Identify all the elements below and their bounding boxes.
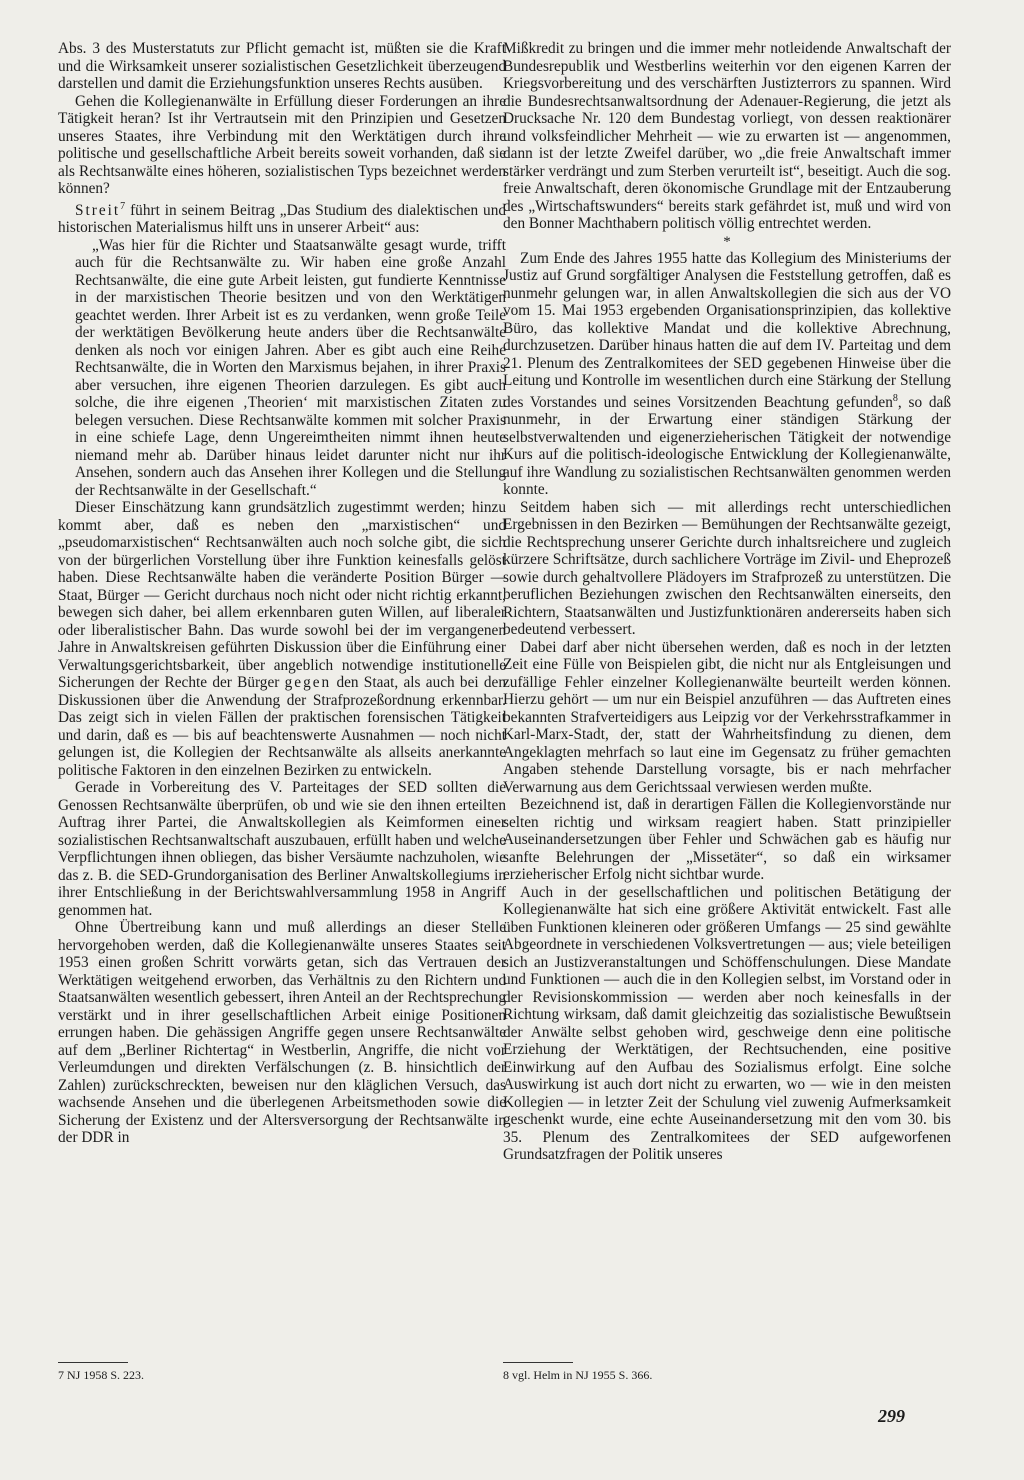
footnote-ref: 8	[892, 392, 898, 404]
paragraph: Bezeichnend ist, daß in derartigen Fällen die Kollegienvorstände nur selten richtig und wirksam reagiert haben. Statt prinzipieller Auseinandersetzungen über Fehler und Schwächen gab es häufig nur sanfte Belehrungen der „Missetäter“, so daß ein wirksamer erzieherischer Erfolg nicht sichtbar wurde.	[503, 796, 951, 884]
paragraph: Ohne Übertreibung kann und muß allerdings an dieser Stelle hervorgehoben werden, daß die Kollegienanwälte unseres Staates seit 1953 einen großen Schritt vorwärts getan, sich das Vertrauen der Werktätigen weitgehend erworben, das Verhältnis zu den Richtern und Staatsanwälten wesentlich gebessert, ihren Anteil an der Rechtsprechung verstärkt und in ihrer gesellschaftlichen Arbeit einige Positionen errungen haben. Die gehässigen Angriffe gegen unsere Rechtsanwälte auf dem „Berliner Richtertag“ in Westberlin, Angriffe, die nicht vor Verleumdungen und direkten Verfälschungen (z. B. hinsichtlich der Zahlen) zurückschreckten, beweisen nur den kläglichen Versuch, das wachsende Ansehen und die überlegenen Arbeitsmethoden sowie die Sicherung der Existenz und der Altersversorgung der Rechtsanwälte in der DDR in	[58, 919, 506, 1147]
author-name: Streit	[75, 201, 121, 219]
paragraph-text: , so daß nunmehr, in der Erwartung einer ständigen Stärkung der selbstverwaltenden und eigenerzieherischen Tätigkeit der notwendige Kurs auf die politisch-ideologische Entwicklung der Kollegienanwälte, auf ihre Wandlung zu sozialistischen Rechtsanwälten genommen werden konnte.	[503, 393, 951, 499]
paragraph: Dabei darf aber nicht übersehen werden, daß es noch in der letzten Zeit eine Fülle von Beispielen gibt, die nicht nur als Entgleisungen und zufällige Fehler einzelner Kollegienanwälte beurteilt werden können. Hierzu gehört — um nur ein Beispiel anzuführen — das Auftreten eines bekannten Strafverteidigers aus Leipzig vor der Verkehrsstrafkammer in Karl-Marx-Stadt, der, statt der Wahrheitsfindung zu dienen, dem Angeklagten mehrfach so laut eine im Gegensatz zu früher gemachten Angaben stehende Darstellung vorsagte, bis er nach mehrfacher Verwarnung aus dem Gerichtssaal verwiesen werden mußte.	[503, 638, 951, 796]
footnote: 7 NJ 1958 S. 223.	[58, 1368, 145, 1382]
block-quote: „Was hier für die Richter und Staatsanwälte gesagt wurde, trifft auch für die Rechtsanwälte zu. Wir haben eine große Anzahl Rechtsanwälte, die eine gute Arbeit leisten, gut fundierte Kenntnisse in der marxistischen Theorie besitzen und von den Werktätigen geachtet werden. Ihrer Arbeit ist es zu verdanken, wenn große Teile der werktätigen Bevölkerung heute anders über die Rechtsanwälte denken als noch vor einigen Jahren. Aber es gibt auch eine Reihe Rechtsanwälte, die in Worten den Marxismus bejahen, in ihrer Praxis aber versuchen, ihre eigenen Theorien darzulegen. Es gibt auch solche, die ihre eigenen ‚Theorien‘ mit marxistischen Zitaten zu belegen versuchen. Diese Rechtsanwälte kommen mit solcher Praxis in eine schiefe Lage, denn Ungereimtheiten nimmt ihnen heute niemand mehr ab. Darüber hinaus leidet darunter nicht nur ihr Ansehen, sondern auch das Ansehen ihrer Kollegen und die Stellung der Rechtsanwälte in der Gesellschaft.“	[75, 236, 506, 499]
paragraph: Auch in der gesellschaftlichen und politischen Betätigung der Kollegienanwälte hat sich eine größere Aktivität entwickelt. Fast alle üben Funktionen kleineren oder größeren Umfangs — 25 sind gewählte Abgeordnete in verschiedenen Volksvertretungen — aus; viele beteiligen sich an Justizveranstaltungen und Schöffenschulungen. Diese Mandate und Funktionen — auch die in den Kollegien selbst, im Vorstand oder in der Revisionskommission — werden aber noch keinesfalls in der Richtung wirksam, daß damit gleichzeitig das sozialistische Bewußtsein der Anwälte selbst gehoben wird, geschweige denn eine politische Erziehung der Werktätigen, der Rechtsuchenden, eine positive Einwirkung auf den Aufbau des Sozialismus erfolgt. Eine solche Auswirkung ist auch dort nicht zu erwarten, wo — wie in den meisten Kollegien — in letzter Zeit der Schulung viel zuwenig Aufmerksamkeit geschenkt wurde, eine echte Auseinandersetzung mit den vom 30. bis 35. Plenum des Zentralkomitees der SED aufgeworfenen Grundsatzfragen der Politik unseres	[503, 883, 951, 1164]
paragraph: Mißkredit zu bringen und die immer mehr notleidende Anwaltschaft der Bundesrepublik und Westberlins weiterhin vor den eigenen Karren der Kriegsvorbereitung und des verschärften Justizterrors zu spannen. Wird die Bundesrechtsanwaltsordnung der Adenauer-Regierung, die jetzt als Drucksache Nr. 120 dem Bundestag vorliegt, von dessen reaktionärer und volksfeindlicher Mehrheit — wie zu erwarten ist — angenommen, dann ist der letzte Zweifel darüber, wo „die freie Anwaltschaft immer stärker verdrängt und zum Sterben verurteilt ist“, beseitigt. Auch die sog. freie Anwaltschaft, deren ökonomische Grundlage mit der Entzauberung des „Wirtschaftswunders“ bereits stark gefährdet ist, muß und wird von den Bonner Machthabern politisch völlig entrechtet werden.	[503, 40, 951, 232]
right-column	[503, 40, 951, 1164]
paragraph	[58, 499, 506, 779]
page-number: 299	[878, 1406, 905, 1426]
paragraph-text: führt in seinem Beitrag „Das Studium des dialektischen und historischen Materialismus hilft uns in unserer Arbeit“ aus:	[58, 201, 506, 237]
paragraph: Gehen die Kollegienanwälte in Erfüllung dieser Forderungen an ihre Tätigkeit heran? Ist ihr Vertrautsein mit den Prinzipien und Gesetzen unseres Staates, ihre Verbindung mit den Werktätigen durch ihre politische und gesellschaftliche Arbeit bereits soweit vorhanden, daß sie als Rechtsanwälte eines höheren, sozialistischen Typs bezeichnet werden können?	[58, 92, 506, 197]
footnote-rule	[58, 1362, 128, 1363]
paragraph: Gerade in Vorbereitung des V. Parteitages der SED sollten die Genossen Rechtsanwälte überprüfen, ob und wie sie den ihnen erteilten Auftrag ihrer Partei, die Anwaltskollegien als Keimformen einer sozialistischen Rechtsanwaltschaft auszubauen, erfüllt haben und welche Verpflichtungen ihnen obliegen, das bisher Versäumte nachzuholen, wie das z. B. die SED-Grundorganisation des Berliner Anwaltskollegiums in ihrer Entschließung in der Berichtswahlversammlung 1958 in Angriff genommen hat.	[58, 779, 506, 919]
paragraph: Seitdem haben sich — mit allerdings recht unterschiedlichen Ergebnissen in den Bezirken — Bemühungen der Rechtsanwälte gezeigt, die Rechtsprechung unserer Gerichte durch inhaltsreichere und zugleich kürzere Schriftsätze, durch sachlichere Vorträge im Zivil- und Eheprozeß sowie durch gehaltvollere Plädoyers im Strafprozeß zu unterstützen. Die beruflichen Beziehungen zwischen den Rechtsanwälten einerseits, den Richtern, Staatsanwälten und Justizfunktionären andererseits haben sich bedeutend verbessert.	[503, 498, 951, 639]
footnote-rule	[503, 1362, 573, 1363]
left-column	[58, 40, 506, 1147]
paragraph-text: Zum Ende des Jahres 1955 hatte das Kollegium des Ministeriums der Justiz auf Grund sorgfältiger Analysen die Feststellung getroffen, daß es nunmehr gelungen war, in allen Anwaltskollegien die sich aus der VO vom 15. Mai 1953 ergebenden Organisationsprinzipien, das kollektive Büro, das kollektive Mandat und die kollektive Abrechnung, durchzusetzen. Darüber hinaus hatten die auf dem IV. Parteitag und dem 21. Plenum des Zentralkomitees der SED gegebenen Hinweise über die Leitung und Kontrolle im wesentlichen durch eine Stärkung der Stellung des Vorstandes und seines Vorsitzenden Beachtung gefunden	[503, 249, 951, 411]
paragraph-text: den Staat, als auch bei den Diskussionen über die Anwendung der Strafprozeßordnung erkennbar. Das zeigt sich in vielen Fällen der praktischen forensischen Tätigkeit und darin, daß es — bis auf beachtenswerte Ausnahmen — noch nicht gelungen ist, die Kollegien der Rechtsanwälte als allseits anerkannte politische Faktoren in den einzelnen Bezirken zu entwickeln.	[58, 674, 506, 779]
section-separator: *	[723, 233, 731, 250]
emphasized-word: gegen	[284, 674, 332, 692]
paragraph-text: Dieser Einschätzung kann grundsätzlich zugestimmt werden; hinzu kommt aber, daß es neben den „marxistischen“ und „pseudomarxistischen“ Rechtsanwälten auch noch solche gibt, die sich von der bürgerlichen Vorstellung über ihre Funktion keinesfalls gelöst haben. Diese Rechtsanwälte haben die veränderte Position Bürger — Staat, Bürger — Gericht durchaus noch nicht oder nicht richtig erkannt, bewegen sich daher, bei allem erkennbaren guten Willen, auf liberaler oder liberalistischer Bahn. Das wurde sowohl bei der im vergangenen Jahre in Anwaltskreisen geführten Diskussion über die Einführung einer Verwaltungsgerichtsbarkeit, über angeblich notwendige institutionelle Sicherungen der Rechte der Bürger	[58, 499, 506, 692]
paragraph	[58, 198, 506, 237]
paragraph	[503, 250, 951, 499]
footnote-ref: 7	[120, 200, 126, 212]
footnote: 8 vgl. Helm in NJ 1955 S. 366.	[503, 1368, 653, 1382]
paragraph: Abs. 3 des Musterstatuts zur Pflicht gemacht ist, müßten sie die Kraft und die Wirksamkeit unserer sozialistischen Gesetzlichkeit überzeugend darstellen und damit die Erziehungsfunktion unseres Rechts ausüben.	[58, 40, 506, 92]
